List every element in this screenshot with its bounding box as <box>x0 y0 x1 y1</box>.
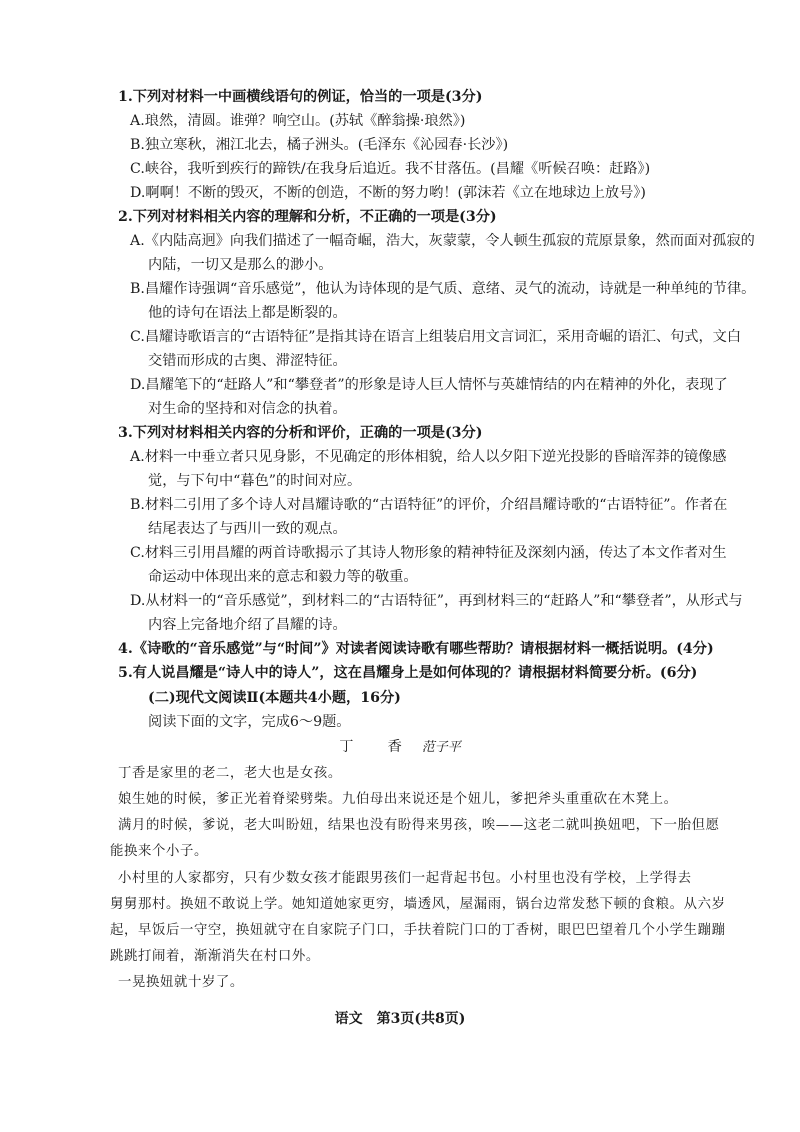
section-heading: (二)现代文阅读Ⅱ(本题共4小题，16分) <box>148 690 401 706</box>
question-2-option-d: D.昌耀笔下的“赶路人”和“攀登者”的形象是诗人巨人情怀与英雄情结的内在精神的外化，表现了 <box>130 377 728 393</box>
story-paragraph-4-cont-2: 起，早饭后一守空，换妞就守在自家院子门口，手扶着院门口的丁香树，眼巴巴望着几个小学生蹦蹦 <box>110 923 726 938</box>
question-2-option-b-cont: 他的诗句在语法上都是断裂的。 <box>148 305 347 321</box>
story-paragraph-4: 小村里的人家都穷，只有少数女孩才能跟男孩们一起背起书包。小村里也没有学校，上学得去 <box>118 871 692 886</box>
question-1-stem: 1.下列对材料一中画横线语句的例证，恰当的一项是(3分) <box>118 89 483 105</box>
question-2-option-a: A.《内陆高迥》向我们描述了一幅奇崛，浩大，灰蒙蒙，令人顿生孤寂的荒原景象，然而面对孤寂的 <box>130 233 755 249</box>
question-4: 4.《诗歌的“音乐感觉”与“时间”》对读者阅读诗歌有哪些帮助？请根据材料一概括说明。(4分) <box>118 641 714 657</box>
question-1-option-a: A.琅然，清圆。谁弹？响空山。(苏轼《醉翁操·琅然》) <box>130 113 466 129</box>
story-paragraph-3: 满月的时候，爹说，老大叫盼妞，结果也没有盼得来男孩，唉——这老二就叫换妞吧，下一胎但愿 <box>118 818 720 833</box>
question-2-option-b: B.昌耀作诗强调“音乐感觉”，他认为诗体现的是气质、意绪、灵气的流动，诗就是一种单纯的节律。 <box>130 281 756 297</box>
story-paragraph-2: 娘生她的时候，爹正光着脊梁劈柴。九伯母出来说还是个妞儿，爹把斧头重重砍在木凳上。 <box>118 792 678 807</box>
story-paragraph-4-cont-1: 舅舅那村。换妞不敢说上学。她知道她家更穷，墙透风，屋漏雨，锅台边常发愁下顿的食粮。从六岁 <box>110 897 726 912</box>
question-3-option-b: B.材料二引用了多个诗人对昌耀诗歌的“古语特征”的评价，介绍昌耀诗歌的“古语特征”。作者在 <box>130 497 728 513</box>
question-1-option-d: D.啊啊！不断的毁灭，不断的创造，不断的努力哟！(郭沫若《立在地球边上放号》) <box>130 185 646 201</box>
question-1-option-b: B.独立寒秋，湘江北去，橘子洲头。(毛泽东《沁园春·长沙》) <box>130 137 509 153</box>
question-2-option-a-cont: 内陆，一切又是那么的渺小。 <box>148 257 333 273</box>
story-paragraph-5: 一晃换妞就十岁了。 <box>118 975 244 990</box>
section-instruction: 阅读下面的文字，完成6～9题。 <box>148 714 351 730</box>
question-2-stem: 2.下列对材料相关内容的理解和分析，不正确的一项是(3分) <box>118 209 497 225</box>
question-1-option-c: C.峡谷，我听到疾行的蹄铁/在我身后追近。我不甘落伍。(昌耀《听候召唤：赶路》) <box>130 161 651 177</box>
question-2-option-c-cont: 交错而形成的古奥、滞涩特征。 <box>148 353 347 369</box>
story-paragraph-1: 丁香是家里的老二，老大也是女孩。 <box>118 766 342 781</box>
question-3-option-d-cont: 内容上完备地介绍了昌耀的诗。 <box>148 617 347 633</box>
story-title: 丁 香 <box>339 739 412 755</box>
question-3-option-a: A.材料一中垂立者只见身影，不见确定的形体相貌，给人以夕阳下逆光投影的昏暗浑莽的镜像感 <box>130 449 727 465</box>
question-3-stem: 3.下列对材料相关内容的分析和评价，正确的一项是(3分) <box>118 425 483 441</box>
question-3-option-b-cont: 结尾表达了与西川一致的观点。 <box>148 521 347 537</box>
question-2-option-d-cont: 对生命的坚持和对信念的执着。 <box>148 401 347 417</box>
story-title-line <box>0 740 800 754</box>
question-3-option-d: D.从材料一的“音乐感觉”，到材料二的“古语特征”，再到材料三的“赶路人”和“攀登者”，从形式与 <box>130 593 743 609</box>
story-paragraph-3-cont: 能换来个小子。 <box>110 844 208 859</box>
page-footer: 语文 第3页(共8页) <box>334 1011 466 1027</box>
question-3-option-a-cont: 觉，与下句中“暮色”的时间对应。 <box>148 473 362 489</box>
question-2-option-c: C.昌耀诗歌语言的“古语特征”是指其诗在语言上组装启用文言词汇，采用奇崛的语汇、句式，文白 <box>130 329 742 345</box>
story-author: 范子平 <box>421 740 461 755</box>
question-3-option-c-cont: 命运动中体现出来的意志和毅力等的敬重。 <box>148 569 418 585</box>
question-3-option-c: C.材料三引用昌耀的两首诗歌揭示了其诗人物形象的精神特征及深刻内涵，传达了本文作者对生 <box>130 545 727 561</box>
question-5: 5.有人说昌耀是“诗人中的诗人”，这在昌耀身上是如何体现的？请根据材料简要分析。(6分) <box>118 665 698 681</box>
story-paragraph-4-cont-3: 跳跳打闹着，渐渐消失在村口外。 <box>110 949 320 964</box>
